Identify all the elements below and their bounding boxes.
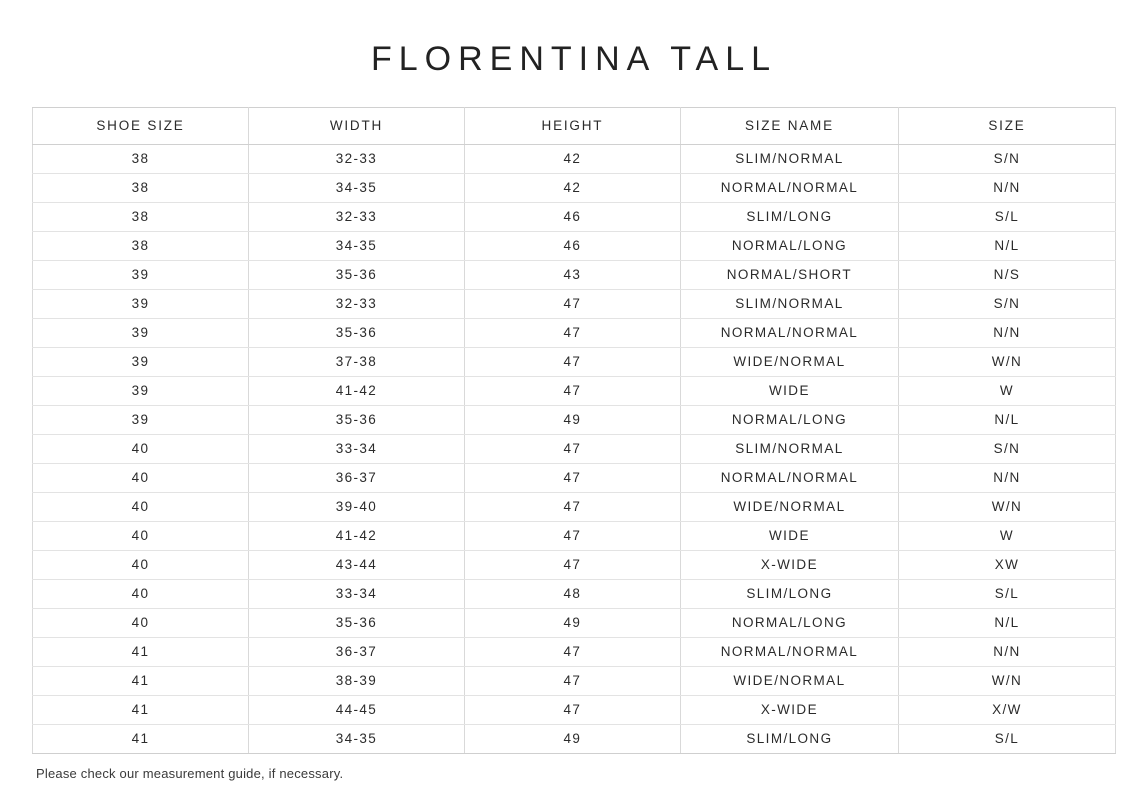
cell-size: N/L <box>898 232 1115 261</box>
table-row <box>33 435 1116 464</box>
cell-height: 42 <box>464 145 680 174</box>
cell-width: 41-42 <box>248 522 464 551</box>
cell-size-name: WIDE <box>680 377 898 406</box>
cell-height: 47 <box>464 377 680 406</box>
table-row <box>33 696 1116 725</box>
cell-shoe-size: 41 <box>33 667 249 696</box>
table-row <box>33 580 1116 609</box>
table-row <box>33 261 1116 290</box>
table-header-row <box>33 108 1116 145</box>
cell-size-name: SLIM/NORMAL <box>680 145 898 174</box>
cell-size-name: NORMAL/NORMAL <box>680 174 898 203</box>
cell-height: 47 <box>464 667 680 696</box>
cell-height: 47 <box>464 464 680 493</box>
cell-size-name: SLIM/LONG <box>680 725 898 754</box>
cell-size: N/N <box>898 638 1115 667</box>
cell-shoe-size: 39 <box>33 261 249 290</box>
cell-width: 38-39 <box>248 667 464 696</box>
cell-shoe-size: 41 <box>33 638 249 667</box>
cell-height: 46 <box>464 232 680 261</box>
cell-size-name: X-WIDE <box>680 551 898 580</box>
cell-size-name: NORMAL/NORMAL <box>680 464 898 493</box>
cell-size-name: WIDE/NORMAL <box>680 667 898 696</box>
cell-size: W/N <box>898 667 1115 696</box>
cell-height: 47 <box>464 522 680 551</box>
cell-size-name: SLIM/NORMAL <box>680 290 898 319</box>
cell-height: 43 <box>464 261 680 290</box>
cell-height: 47 <box>464 319 680 348</box>
cell-size-name: SLIM/LONG <box>680 203 898 232</box>
table-row <box>33 203 1116 232</box>
cell-size-name: NORMAL/SHORT <box>680 261 898 290</box>
cell-width: 33-34 <box>248 580 464 609</box>
cell-width: 36-37 <box>248 464 464 493</box>
table-row <box>33 667 1116 696</box>
cell-size-name: NORMAL/NORMAL <box>680 638 898 667</box>
table-row <box>33 319 1116 348</box>
cell-height: 49 <box>464 406 680 435</box>
table-row <box>33 493 1116 522</box>
cell-width: 32-33 <box>248 145 464 174</box>
cell-shoe-size: 38 <box>33 203 249 232</box>
cell-width: 44-45 <box>248 696 464 725</box>
cell-width: 33-34 <box>248 435 464 464</box>
cell-width: 35-36 <box>248 406 464 435</box>
size-table <box>32 107 1116 754</box>
cell-height: 47 <box>464 493 680 522</box>
cell-height: 47 <box>464 348 680 377</box>
cell-height: 47 <box>464 696 680 725</box>
column-header-height: HEIGHT <box>464 108 680 145</box>
cell-size: N/N <box>898 464 1115 493</box>
cell-size-name: SLIM/LONG <box>680 580 898 609</box>
table-row <box>33 464 1116 493</box>
cell-size: N/N <box>898 174 1115 203</box>
cell-width: 43-44 <box>248 551 464 580</box>
cell-height: 49 <box>464 609 680 638</box>
cell-size: S/N <box>898 435 1115 464</box>
table-row <box>33 348 1116 377</box>
cell-shoe-size: 40 <box>33 580 249 609</box>
cell-height: 47 <box>464 638 680 667</box>
cell-size-name: SLIM/NORMAL <box>680 435 898 464</box>
cell-size: W <box>898 377 1115 406</box>
cell-size: S/N <box>898 145 1115 174</box>
cell-height: 46 <box>464 203 680 232</box>
cell-shoe-size: 40 <box>33 464 249 493</box>
cell-shoe-size: 39 <box>33 377 249 406</box>
cell-shoe-size: 39 <box>33 348 249 377</box>
cell-size: N/N <box>898 319 1115 348</box>
table-row <box>33 551 1116 580</box>
cell-size-name: WIDE/NORMAL <box>680 348 898 377</box>
table-row <box>33 638 1116 667</box>
cell-size: S/L <box>898 725 1115 754</box>
cell-shoe-size: 40 <box>33 435 249 464</box>
cell-size: W/N <box>898 348 1115 377</box>
cell-shoe-size: 38 <box>33 232 249 261</box>
table-header <box>33 108 1116 145</box>
column-header-size-name: SIZE NAME <box>680 108 898 145</box>
page-title: FLORENTINA TALL <box>370 40 778 78</box>
cell-shoe-size: 41 <box>33 725 249 754</box>
cell-height: 49 <box>464 725 680 754</box>
cell-width: 34-35 <box>248 232 464 261</box>
cell-size-name: WIDE/NORMAL <box>680 493 898 522</box>
cell-size: W <box>898 522 1115 551</box>
table-row <box>33 232 1116 261</box>
cell-size: X/W <box>898 696 1115 725</box>
table-row <box>33 145 1116 174</box>
cell-shoe-size: 40 <box>33 493 249 522</box>
cell-shoe-size: 39 <box>33 319 249 348</box>
cell-size: XW <box>898 551 1115 580</box>
cell-height: 47 <box>464 551 680 580</box>
cell-width: 39-40 <box>248 493 464 522</box>
column-header-shoe-size: SHOE SIZE <box>33 108 249 145</box>
cell-height: 47 <box>464 290 680 319</box>
cell-size: S/L <box>898 203 1115 232</box>
column-header-width: WIDTH <box>248 108 464 145</box>
cell-shoe-size: 40 <box>33 609 249 638</box>
cell-size: S/N <box>898 290 1115 319</box>
cell-size-name: NORMAL/LONG <box>680 609 898 638</box>
table-row <box>33 522 1116 551</box>
table-body <box>33 145 1116 754</box>
cell-shoe-size: 41 <box>33 696 249 725</box>
size-table-container <box>32 107 1116 754</box>
cell-size-name: NORMAL/LONG <box>680 232 898 261</box>
table-row <box>33 174 1116 203</box>
table-row <box>33 377 1116 406</box>
cell-shoe-size: 38 <box>33 174 249 203</box>
cell-width: 35-36 <box>248 261 464 290</box>
cell-width: 32-33 <box>248 203 464 232</box>
cell-width: 35-36 <box>248 609 464 638</box>
cell-shoe-size: 38 <box>33 145 249 174</box>
cell-size-name: NORMAL/LONG <box>680 406 898 435</box>
cell-shoe-size: 40 <box>33 522 249 551</box>
cell-size: N/L <box>898 609 1115 638</box>
cell-size: N/L <box>898 406 1115 435</box>
table-row <box>33 290 1116 319</box>
cell-height: 47 <box>464 435 680 464</box>
cell-width: 37-38 <box>248 348 464 377</box>
cell-size: W/N <box>898 493 1115 522</box>
cell-size-name: NORMAL/NORMAL <box>680 319 898 348</box>
cell-shoe-size: 39 <box>33 406 249 435</box>
measurement-guide-note: Please check our measurement guide, if necessary. <box>36 766 344 781</box>
cell-height: 48 <box>464 580 680 609</box>
cell-width: 35-36 <box>248 319 464 348</box>
cell-height: 42 <box>464 174 680 203</box>
cell-size-name: WIDE <box>680 522 898 551</box>
cell-width: 34-35 <box>248 725 464 754</box>
cell-width: 36-37 <box>248 638 464 667</box>
cell-width: 32-33 <box>248 290 464 319</box>
cell-shoe-size: 39 <box>33 290 249 319</box>
cell-size: N/S <box>898 261 1115 290</box>
cell-width: 41-42 <box>248 377 464 406</box>
cell-size: S/L <box>898 580 1115 609</box>
column-header-size: SIZE <box>898 108 1115 145</box>
table-row <box>33 406 1116 435</box>
cell-width: 34-35 <box>248 174 464 203</box>
table-row <box>33 725 1116 754</box>
cell-shoe-size: 40 <box>33 551 249 580</box>
cell-size-name: X-WIDE <box>680 696 898 725</box>
table-row <box>33 609 1116 638</box>
